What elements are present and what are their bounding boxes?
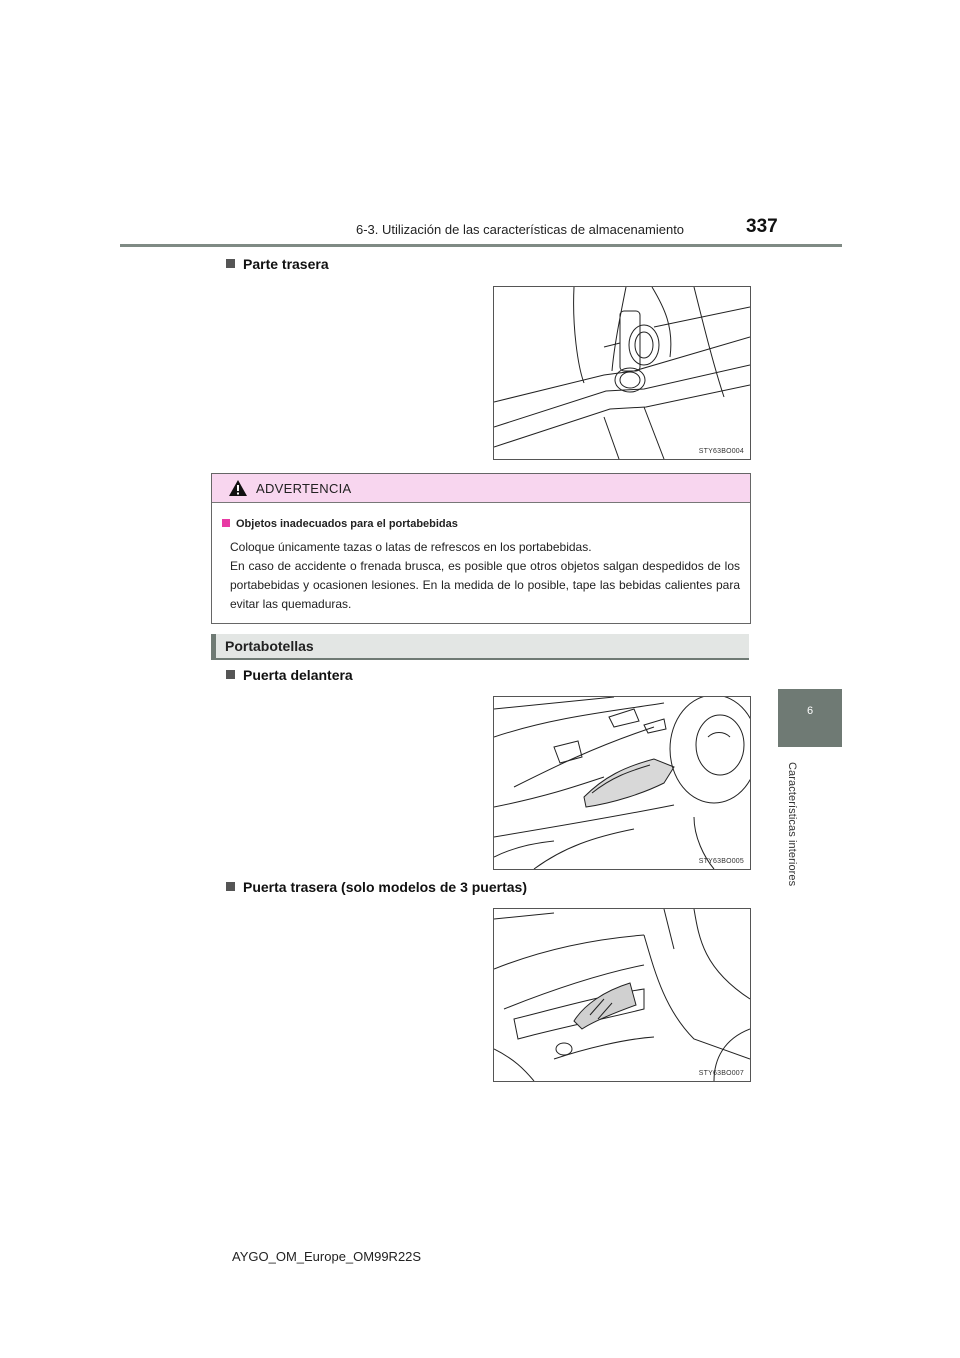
section-heading-bottle-holder: [211, 634, 749, 660]
chapter-title: Características interiores: [786, 762, 798, 887]
warning-triangle-icon: [228, 479, 248, 497]
chapter-number: 6: [806, 705, 814, 717]
figure-front-door-bottle-holder: [493, 696, 751, 870]
subheading-front-door: Puerta delantera: [226, 667, 353, 683]
section-heading-text: Portabotellas: [225, 638, 314, 654]
page-header-title: 6-3. Utilización de las características de almacenamiento: [356, 222, 685, 237]
subheading-rear-door: Puerta trasera (solo modelos de 3 puertas): [226, 879, 527, 895]
square-bullet-icon: [226, 259, 235, 268]
warning-item-title: Objetos inadecuados para el portabebidas: [222, 518, 458, 530]
warning-line-1: Coloque únicamente tazas o latas de refrescos en los portabebidas.: [230, 540, 592, 554]
subheading-rear: Parte trasera: [226, 256, 329, 272]
rear-door-illustration: [494, 909, 750, 1081]
chapter-tab: [778, 689, 842, 747]
square-bullet-icon: [222, 519, 230, 527]
front-door-illustration: [494, 697, 750, 869]
warning-label: ADVERTENCIA: [256, 481, 352, 496]
figure-code: STY63BO005: [698, 858, 744, 865]
figure-rear-door-bottle-holder: [493, 908, 751, 1082]
square-bullet-icon: [226, 670, 235, 679]
warning-line-2: En caso de accidente o frenada brusca, es posible que otros objetos salgan despedidos de los portabebidas y ocasionen lesiones. En la medida de lo posible, tape las bebidas calientes para evitar las quemaduras.: [230, 559, 740, 611]
chapter-title-vertical: [776, 762, 816, 912]
figure-rear-cupholder: [493, 286, 751, 460]
figure-code: STY63BO007: [698, 1070, 744, 1077]
rear-cupholder-illustration: [494, 287, 750, 459]
warning-body: [230, 538, 740, 614]
warning-header: [212, 474, 750, 503]
warning-box: [211, 473, 751, 624]
page-number: 337: [746, 216, 778, 237]
footer-doc-code: AYGO_OM_Europe_OM99R22S: [232, 1249, 422, 1264]
header-rule: [120, 244, 842, 247]
square-bullet-icon: [226, 882, 235, 891]
figure-code: STY63BO004: [698, 448, 744, 455]
